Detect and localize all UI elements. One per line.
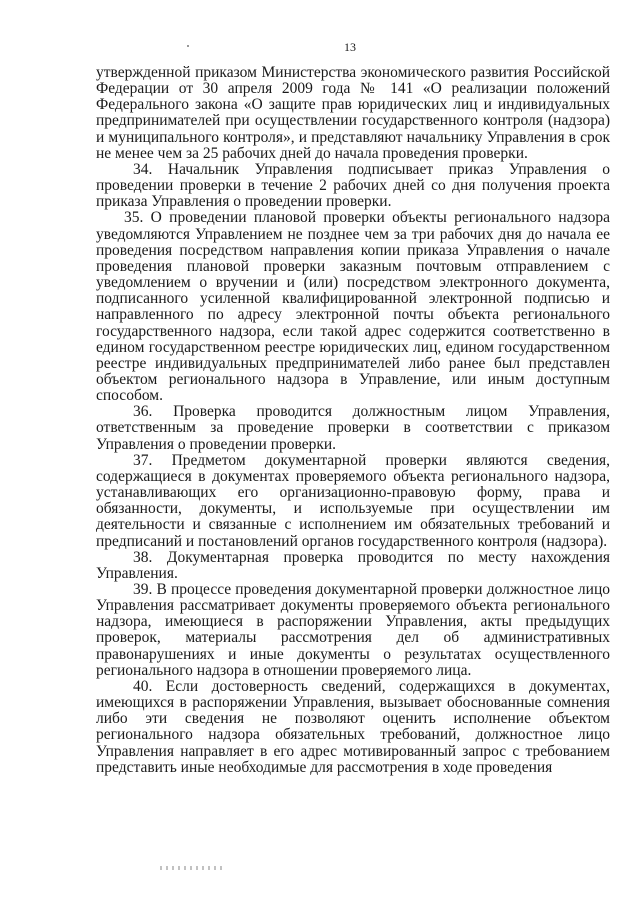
page-number: 13	[344, 40, 356, 54]
paragraph-continuation: утвержденной приказом Министерства экономического развития Российской Федерации от 30 апреля 2009 года № 141 «О реализации положений Федерального закона «О защите прав юридических лиц и индивидуальных предпринимателей при осуществлении государственного контроля (надзора) и муниципального контроля», и представляют начальнику Управления в срок не менее чем за 25 рабочих дней до начала проведения проверки.	[96, 64, 610, 162]
paragraph-35: 35. О проведении плановой проверки объекты регионального надзора уведомляются Управлением не позднее чем за три рабочих дня до начала ее проведения посредством направления копии приказа Управления о начале проведения плановой проверки заказным почтовым отправлением с уведомлением о вручении и (или) посредством электронного документа, подписанного усиленной квалифицированной электронной подписью и направленного по адресу электронной почты объекта регионального государственного надзора, если такой адрес содержится соответственно в едином государственном реестре юридических лиц, едином государственном реестре индивидуальных предпринимателей либо ранее был представлен объектом регионального надзора в Управление, или иным доступным способом.	[96, 209, 610, 405]
paragraph-37: 37. Предметом документарной проверки являются сведения, содержащиеся в документах проверяемого объекта регионального надзора, устанавливающих его организационно-правовую форму, права и обязанности, документы, и используемые при осуществлении им деятельности и связанные с исполнением им обязательных требований и предписаний и постановлений органов государственного контроля (надзора).	[96, 451, 610, 550]
scan-artifact	[160, 866, 224, 870]
document-body	[96, 65, 610, 776]
paragraph-36: 36. Проверка проводится должностным лицом Управления, ответственным за проведение проверки в соответствии с приказом Управления о проведении проверки.	[96, 403, 610, 453]
paragraph-38: 38. Документарная проверка проводится по месту нахождения Управления.	[96, 548, 610, 582]
paragraph-39: 39. В процессе проведения документарной проверки должностное лицо Управления рассматривает документы проверяемого объекта регионального надзора, имеющиеся в распоряжении Управления, акты предыдущих проверок, материалы рассмотрения дел об административных правонарушениях и иные документы о результатах осуществленного регионального надзора в отношении проверяемого лица.	[96, 581, 610, 679]
paragraph-40: 40. Если достоверность сведений, содержащихся в документах, имеющихся в распоряжении Управления, вызывает обоснованные сомнения либо эти сведения не позволяют оценить исполнение объектом регионального надзора обязательных требований, должностное лицо Управления направляет в его адрес мотивированный запрос с требованием представить иные необходимые для рассмотрения в ходе проведения	[96, 677, 610, 776]
paragraph-34: 34. Начальник Управления подписывает приказ Управления о проведении проверки в течение 2 рабочих дней со дня получения проекта приказа Управления о проведении проверки.	[96, 160, 610, 211]
